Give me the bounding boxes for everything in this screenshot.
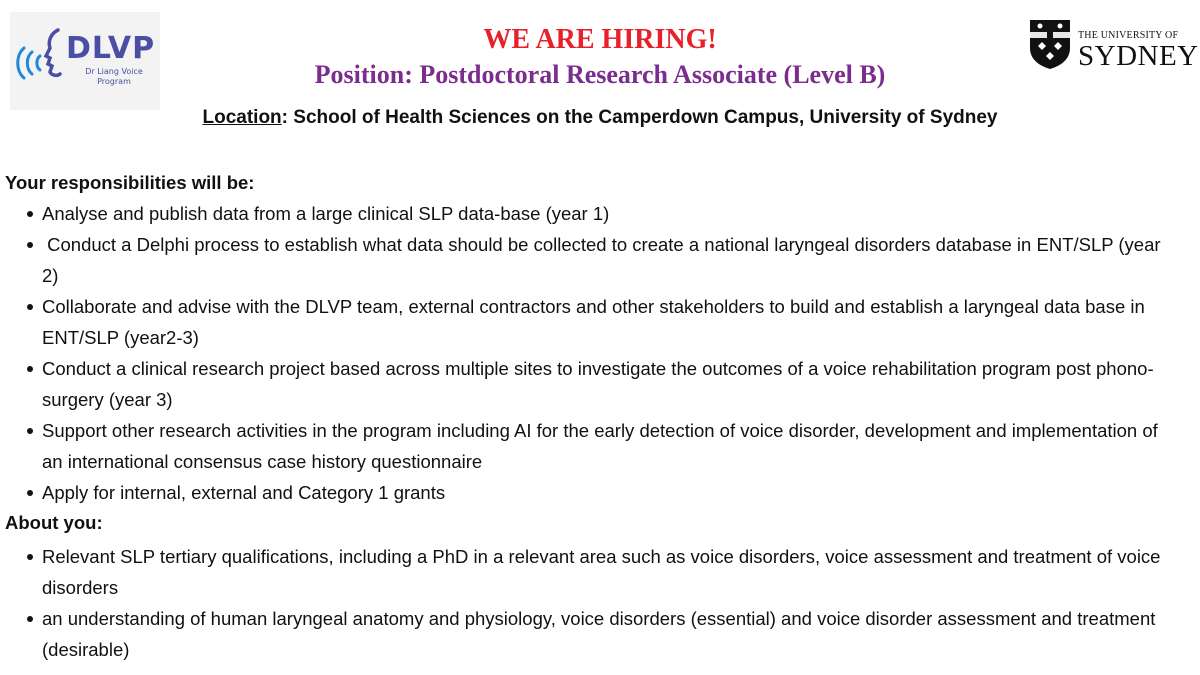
responsibilities-heading: Your responsibilities will be: [5, 172, 255, 193]
list-item [0, 229, 1180, 291]
bullet-icon [27, 428, 33, 434]
about-list [0, 541, 1180, 665]
bullet-icon [27, 366, 33, 372]
bullet-icon [27, 242, 33, 248]
about-heading: About you: [5, 512, 103, 533]
list-item [0, 477, 1180, 508]
list-item-text: Conduct a clinical research project based across multiple sites to investigate the outcomes of a voice rehabilitation program post phono-surgery (year 3) [42, 358, 1154, 410]
list-item-text: Support other research activities in the program including AI for the early detection of voice disorder, development and implementation of an international consensus case history questionnaire [42, 420, 1158, 472]
list-item-text: Collaborate and advise with the DLVP team, external contractors and other stakeholders to build and establish a laryngeal data base in ENT/SLP (year2-3) [42, 296, 1145, 348]
responsibilities-list [0, 198, 1180, 508]
list-item-text: Relevant SLP tertiary qualifications, including a PhD in a relevant area such as voice disorders, voice assessment and treatment of voice disorders [42, 546, 1161, 598]
list-item [0, 541, 1180, 603]
university-of-label: THE UNIVERSITY OF [1078, 30, 1179, 41]
position-title: Position: Postdoctoral Research Associate (Level B) [314, 60, 886, 89]
list-item-text: an understanding of human laryngeal anatomy and physiology, voice disorders (essential) and voice disorder assessment and treatment (desirable) [42, 608, 1156, 660]
list-item-text: Analyse and publish data from a large clinical SLP data-base (year 1) [42, 203, 610, 224]
bullet-icon [27, 304, 33, 310]
list-item [0, 603, 1180, 665]
bullet-icon [27, 490, 33, 496]
location-label: Location [202, 107, 282, 128]
list-item [0, 353, 1180, 415]
list-item-text: Apply for internal, external and Category 1 grants [42, 482, 446, 503]
list-item [0, 291, 1180, 353]
list-item [0, 415, 1180, 477]
sydney-label: SYDNEY [1078, 40, 1199, 72]
hiring-headline: WE ARE HIRING! [483, 24, 717, 55]
bullet-icon [27, 554, 33, 560]
list-item [0, 198, 1180, 229]
bullet-icon [27, 616, 33, 622]
dlvp-wordmark: DLVP [66, 31, 156, 66]
bullet-icon [27, 211, 33, 217]
location-value: : School of Health Sciences on the Camperdown Campus, University of Sydney [281, 107, 998, 128]
location-line [0, 107, 1200, 129]
list-item-text: Conduct a Delphi process to establish what data should be collected to create a national laryngeal disorders database in ENT/SLP (year 2) [42, 234, 1166, 286]
dlvp-subtitle: Dr Liang Voice Program [85, 67, 143, 86]
